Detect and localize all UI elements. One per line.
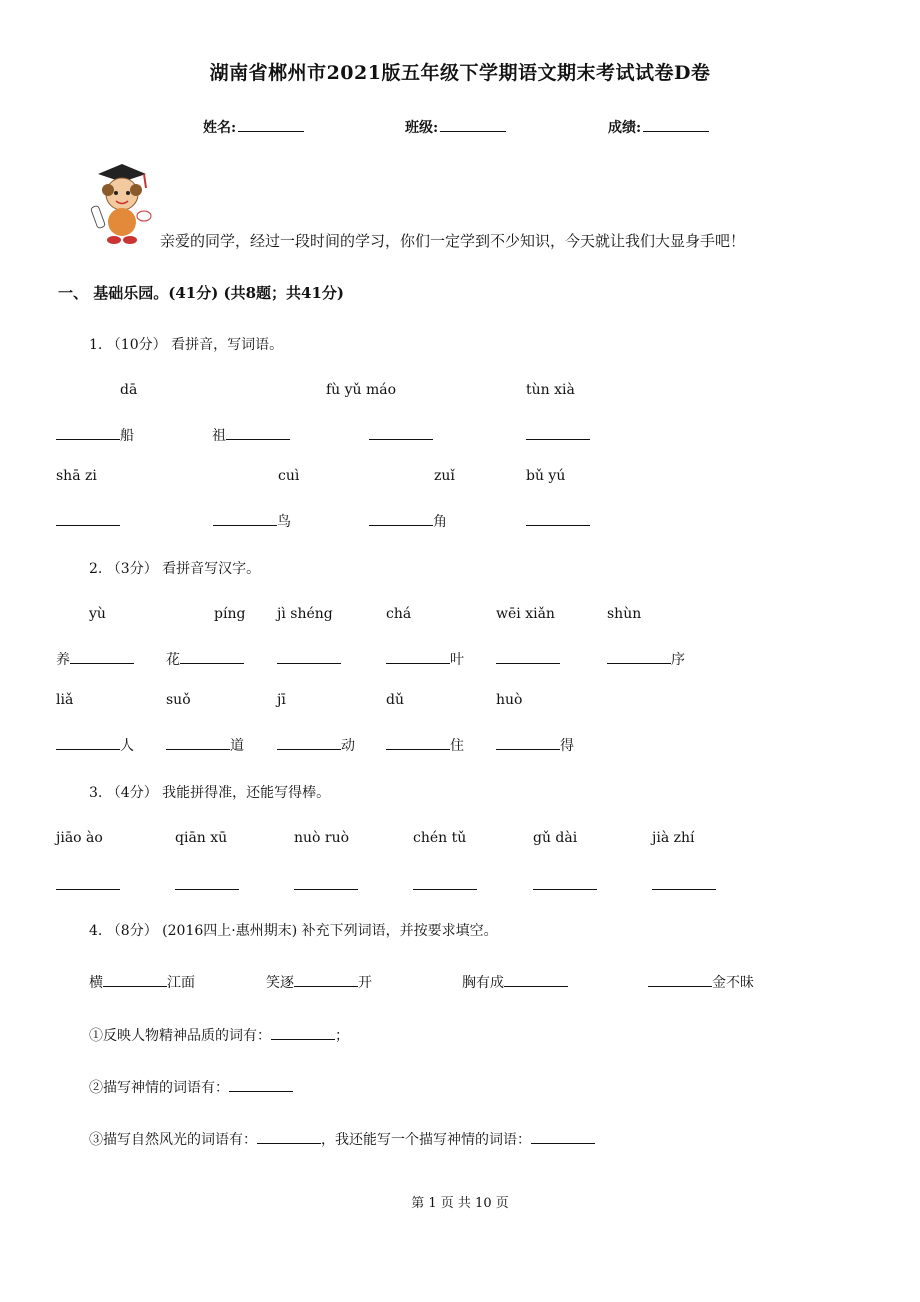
answer-line — [294, 874, 358, 894]
idiom-line: 胸有成 — [462, 971, 568, 992]
page-title: 湖南省郴州市2021版五年级下学期语文期末考试试卷D卷 — [209, 62, 711, 84]
score-field — [608, 116, 709, 137]
answer-blank[interactable] — [294, 874, 358, 890]
answer-line: 船 — [56, 424, 134, 445]
pinyin: qiān xū — [175, 830, 228, 846]
page-footer: 第 1 页 共 10 页 — [411, 1196, 509, 1211]
answer-blank[interactable] — [496, 648, 560, 664]
answer-blank[interactable] — [56, 874, 120, 890]
sub-question-1: ①反映人物精神品质的词有： ； — [89, 1024, 349, 1045]
answer-blank[interactable] — [369, 424, 433, 440]
score-label: 成绩: — [608, 120, 642, 136]
answer-blank[interactable] — [526, 424, 590, 440]
pinyin: shā zi — [56, 468, 97, 484]
answer-blank[interactable] — [369, 510, 433, 526]
answer-line: 鸟 — [213, 510, 291, 531]
question-1-label: 1. （10分） 看拼音，写词语。 — [89, 337, 284, 353]
answer-blank[interactable] — [504, 971, 568, 987]
pinyin: liǎ — [56, 692, 74, 708]
answer-blank[interactable] — [648, 971, 712, 987]
answer-blank[interactable] — [652, 874, 716, 890]
answer-line — [533, 874, 597, 894]
answer-line: 住 — [386, 734, 464, 755]
answer-blank[interactable] — [533, 874, 597, 890]
pinyin: yù — [89, 606, 106, 622]
answer-blank[interactable] — [70, 648, 134, 664]
answer-line: 祖 — [212, 424, 290, 445]
answer-blank[interactable] — [277, 648, 341, 664]
answer-blank[interactable] — [607, 648, 671, 664]
pinyin: wēi xiǎn — [496, 606, 555, 622]
class-field — [405, 116, 506, 137]
pinyin: cuì — [278, 468, 300, 484]
sub-question-3: ③描写自然风光的词语有： ，我还能写一个描写神情的词语： — [89, 1128, 595, 1149]
answer-blank[interactable] — [103, 971, 167, 987]
answer-blank[interactable] — [294, 971, 358, 987]
idiom-line: 横 江面 — [89, 971, 195, 992]
idiom-line: 金不昧 — [648, 971, 754, 992]
answer-blank[interactable] — [413, 874, 477, 890]
answer-line: 动 — [277, 734, 355, 755]
pinyin: gǔ dài — [533, 830, 578, 846]
pinyin: jià zhí — [652, 830, 695, 846]
answer-line: 道 — [166, 734, 244, 755]
name-label: 姓名: — [203, 120, 237, 136]
answer-line — [175, 874, 239, 894]
name-field — [203, 116, 304, 137]
answer-blank[interactable] — [56, 734, 120, 750]
answer-blank[interactable] — [526, 510, 590, 526]
answer-line — [369, 424, 433, 444]
pinyin: dǔ — [386, 692, 404, 708]
pinyin: shùn — [607, 606, 642, 622]
answer-blank[interactable] — [226, 424, 290, 440]
pinyin: jiāo ào — [56, 830, 103, 846]
answer-blank[interactable] — [257, 1128, 321, 1144]
answer-line: 人 — [56, 734, 134, 755]
answer-blank[interactable] — [386, 734, 450, 750]
answer-blank[interactable] — [56, 510, 120, 526]
pinyin: bǔ yú — [526, 468, 566, 484]
section-1-heading: 一、 基础乐园。(41分) (共8题；共41分) — [58, 284, 345, 302]
answer-line: 序 — [607, 648, 685, 669]
answer-blank[interactable] — [229, 1076, 293, 1092]
answer-line — [56, 510, 120, 530]
pinyin: fù yǔ máo — [326, 382, 397, 398]
answer-blank[interactable] — [213, 510, 277, 526]
class-label: 班级: — [405, 120, 439, 136]
sub-question-2: ②描写神情的词语有： — [89, 1076, 293, 1097]
answer-blank[interactable] — [56, 424, 120, 440]
answer-blank[interactable] — [166, 734, 230, 750]
name-blank[interactable] — [238, 116, 304, 132]
answer-blank[interactable] — [180, 648, 244, 664]
answer-line — [526, 510, 590, 530]
question-3-label: 3. （4分） 我能拼得准，还能写得棒。 — [89, 785, 331, 801]
pinyin: dā — [120, 382, 138, 398]
answer-blank[interactable] — [386, 648, 450, 664]
idiom-line: 笑逐 开 — [266, 971, 372, 992]
answer-blank[interactable] — [271, 1024, 335, 1040]
pinyin: zuǐ — [434, 468, 455, 484]
student-mascot-icon — [86, 160, 156, 246]
class-blank[interactable] — [440, 116, 506, 132]
answer-line: 叶 — [386, 648, 464, 669]
answer-line: 花 — [166, 648, 244, 669]
answer-blank[interactable] — [496, 734, 560, 750]
pinyin: jī — [277, 692, 286, 708]
pinyin: píng — [214, 606, 246, 622]
answer-line — [496, 648, 560, 668]
answer-line — [526, 424, 590, 444]
answer-line — [652, 874, 716, 894]
answer-line: 养 — [56, 648, 134, 669]
answer-line — [56, 874, 120, 894]
answer-line: 得 — [496, 734, 574, 755]
answer-line — [277, 648, 341, 668]
score-blank[interactable] — [643, 116, 709, 132]
answer-line — [413, 874, 477, 894]
greeting-text: 亲爱的同学，经过一段时间的学习，你们一定学到不少知识，今天就让我们大显身手吧！ — [160, 232, 746, 250]
question-2-label: 2. （3分） 看拼音写汉字。 — [89, 561, 261, 577]
pinyin: huò — [496, 692, 523, 708]
pinyin: suǒ — [166, 692, 191, 708]
pinyin: chá — [386, 606, 412, 622]
pinyin: jì shéng — [277, 606, 333, 622]
answer-line: 角 — [369, 510, 447, 531]
answer-blank[interactable] — [531, 1128, 595, 1144]
answer-blank[interactable] — [277, 734, 341, 750]
answer-blank[interactable] — [175, 874, 239, 890]
pinyin: chén tǔ — [413, 830, 467, 846]
pinyin: nuò ruò — [294, 830, 350, 846]
pinyin: tùn xià — [526, 382, 575, 398]
question-4-label: 4. （8分） (2016四上·惠州期末) 补充下列词语，并按要求填空。 — [89, 923, 498, 939]
